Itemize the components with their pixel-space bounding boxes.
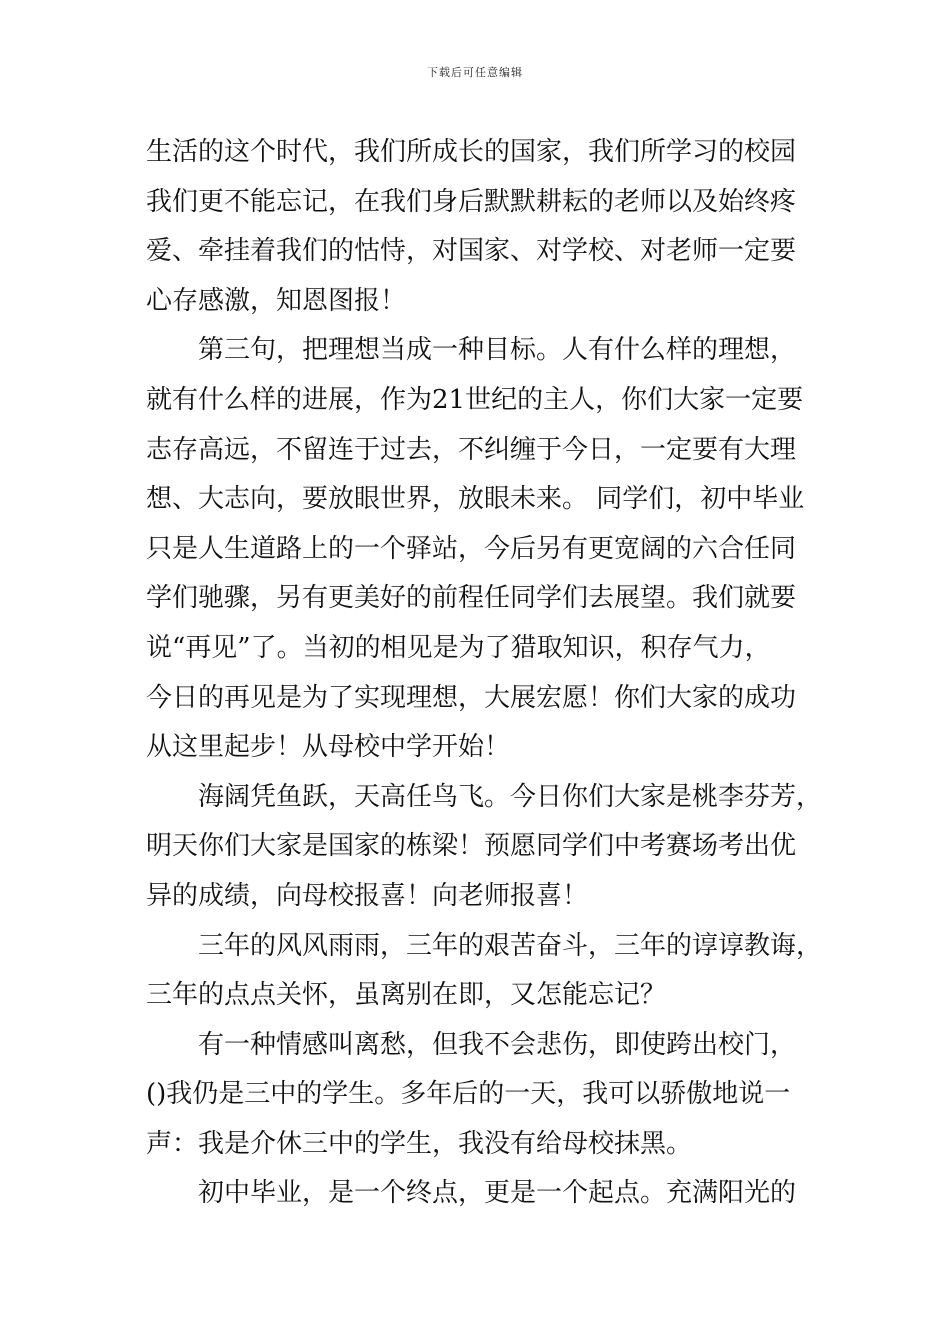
text-line: ()我仍是三中的学生。多年后的一天，我可以骄傲地说一 (146, 1079, 791, 1110)
text-line: 就有什么样的进展，作为21世纪的主人，你们大家一定要 (146, 384, 804, 415)
text-line: 海阔凭鱼跃，天高任鸟飞。今日你们大家是桃李芬芳， (146, 781, 823, 812)
text-line: 三年的点点关怀，虽离别在即，又怎能忘记？ (146, 980, 667, 1011)
text-line: 明天你们大家是国家的栋梁！预愿同学们中考赛场考出优 (146, 831, 797, 862)
text-line: 只是人生道路上的一个驿站，今后另有更宽阔的六合任同 (146, 533, 797, 564)
text-line: 声：我是介休三中的学生，我没有给母校抹黑。 (146, 1128, 693, 1159)
text-line: 想、大志向，要放眼世界，放眼未来。 同学们，初中毕业 (146, 484, 805, 515)
text-line: 第三句，把理想当成一种目标。人有什么样的理想， (146, 335, 797, 366)
text-line: 我们更不能忘记，在我们身后默默耕耘的老师以及始终疼 (146, 186, 797, 217)
text-line: 生活的这个时代，我们所成长的国家，我们所学习的校园 (146, 137, 797, 167)
text-line: 心存感激，知恩图报！ (146, 285, 407, 316)
text-line: 学们驰骤，另有更美好的前程任同学们去展望。我们就要 (146, 583, 797, 614)
text-line: 异的成绩，向母校报喜！向老师报喜！ (146, 880, 589, 911)
text-line: 从这里起步！从母校中学开始！ (146, 732, 511, 763)
text-line: 志存高远，不留连于过去，不纠缠于今日，一定要有大理 (146, 434, 797, 465)
document-body (146, 128, 836, 1219)
page-header: 下载后可任意编辑 (427, 66, 523, 79)
text-line: 今日的再见是为了实现理想，大展宏愿！你们大家的成功 (146, 682, 797, 713)
text-line: 说“再见”了。当初的相见是为了猎取知识，积存气力， (146, 632, 771, 663)
text-line: 初中毕业，是一个终点，更是一个起点。充满阳光的 (146, 1178, 797, 1209)
text-line: 三年的风风雨雨，三年的艰苦奋斗，三年的谆谆教诲， (146, 930, 823, 961)
text-line: 爱、牵挂着我们的怙恃，对国家、对学校、对老师一定要 (146, 236, 797, 267)
text-line: 有一种情感叫离愁，但我不会悲伤，即使跨出校门， (146, 1029, 797, 1060)
